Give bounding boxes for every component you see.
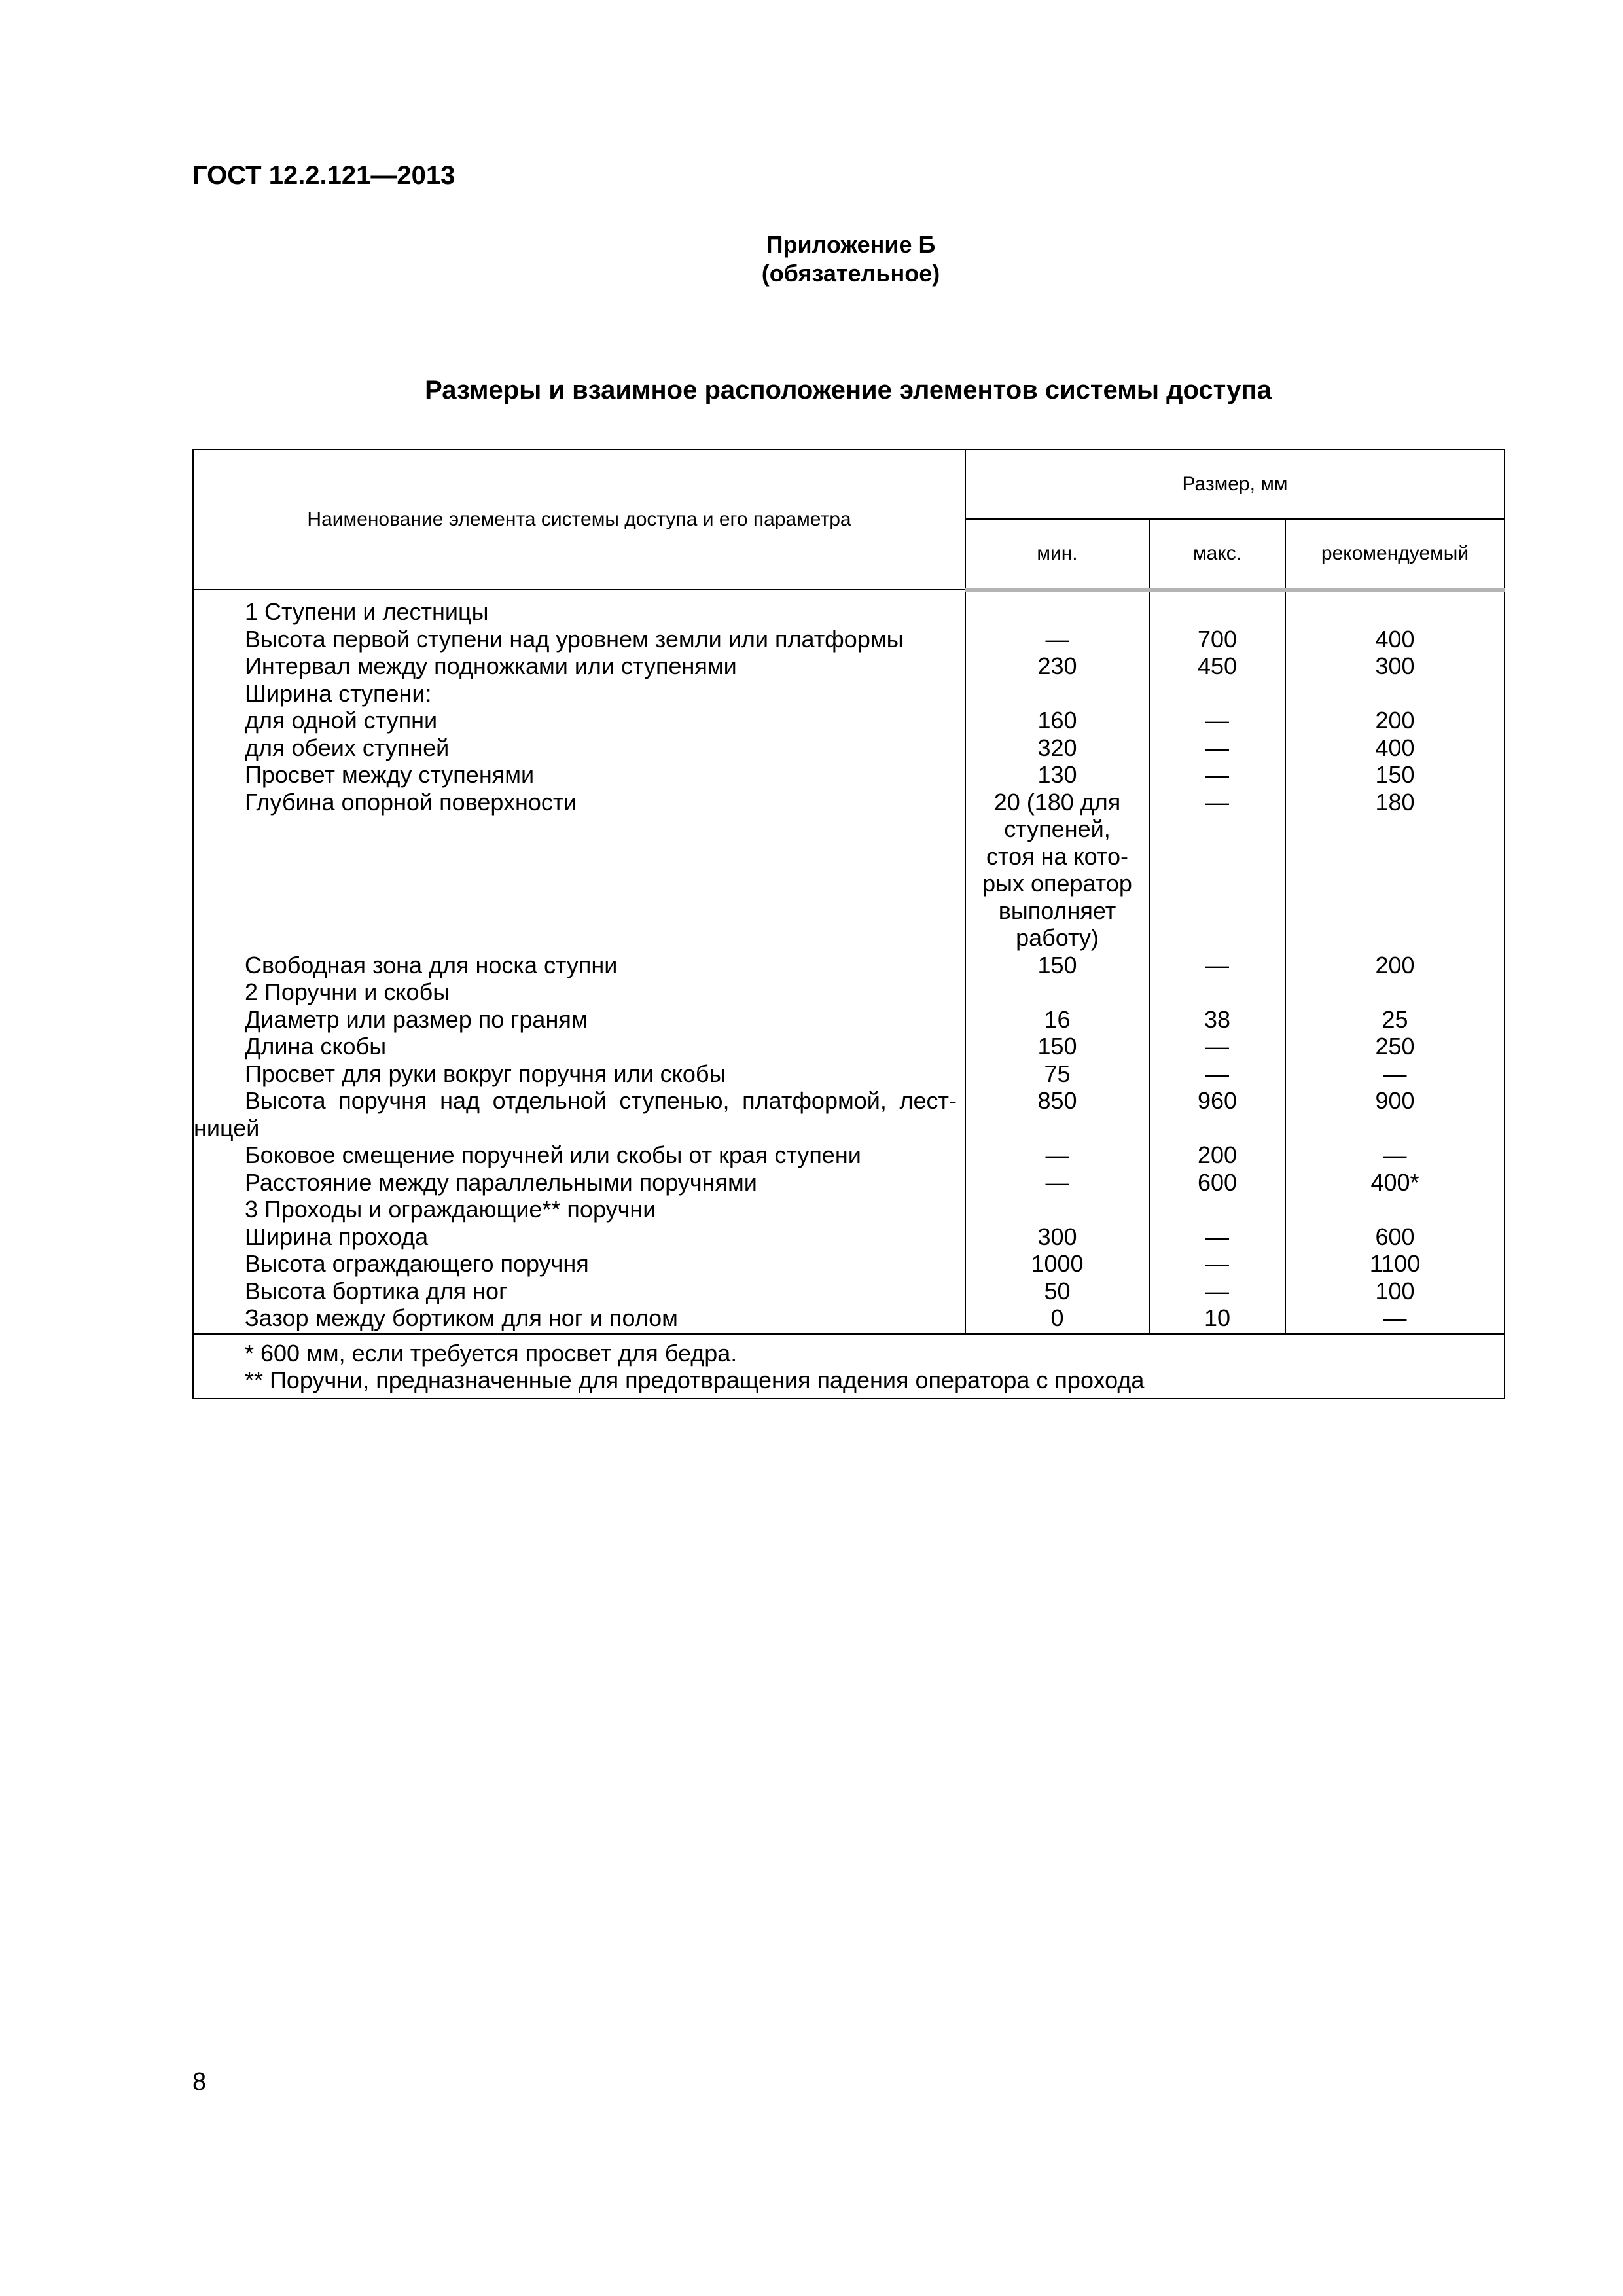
row-min-value: 160 (965, 707, 1149, 734)
row-recommended-value: — (1285, 1304, 1505, 1334)
appendix-status: (обязательное) (761, 260, 940, 287)
row-name: Высота бортика для ног (245, 1277, 508, 1304)
row-recommended-value: 150 (1285, 761, 1505, 789)
header-min: мин. (965, 519, 1149, 590)
row-name: Высота ограждающего поручня (245, 1250, 589, 1277)
appendix-heading (0, 230, 1623, 288)
row-name-cell (193, 761, 965, 789)
row-max-value: — (1149, 707, 1285, 734)
row-recommended-value: — (1285, 1141, 1505, 1169)
row-max-value (1149, 680, 1285, 708)
table-row (193, 789, 1505, 952)
row-max-value: — (1149, 761, 1285, 789)
row-recommended-value: 25 (1285, 1006, 1505, 1033)
row-name-cell (193, 1141, 965, 1169)
row-name-cell (193, 734, 965, 762)
row-name: Просвет для руки вокруг поручня или скобы (245, 1060, 726, 1087)
row-name: Глубина опорной поверхности (245, 788, 577, 816)
row-name-cell (193, 1196, 965, 1223)
row-min-value: 50 (965, 1278, 1149, 1305)
row-name-cell (193, 1250, 965, 1278)
table-row (193, 1141, 1505, 1169)
row-name-cell (193, 1033, 965, 1060)
header-size-group: Размер, мм (965, 450, 1505, 519)
row-max-value: 960 (1149, 1087, 1285, 1141)
row-recommended-value (1285, 1196, 1505, 1223)
table-row (193, 1278, 1505, 1305)
row-min-value: 850 (965, 1087, 1149, 1141)
row-min-value: — (965, 1141, 1149, 1169)
row-name: Высота первой ступени над уровнем земли или платформы (245, 625, 904, 653)
row-name: 1 Ступени и лестницы (245, 598, 489, 625)
row-max-value: — (1149, 1278, 1285, 1305)
row-min-value: 20 (180 для ступеней, стоя на кото-рых оператор выполняет работу) (965, 789, 1149, 952)
header-recommended: рекомендуемый (1285, 519, 1505, 590)
row-max-value: — (1149, 734, 1285, 762)
row-min-value (965, 680, 1149, 708)
table-notes (193, 1334, 1505, 1399)
row-recommended-value: 400* (1285, 1169, 1505, 1196)
row-min-value: 75 (965, 1060, 1149, 1088)
row-min-value: 230 (965, 653, 1149, 680)
row-name: Диаметр или размер по граням (245, 1005, 588, 1033)
row-name: 3 Проходы и ограждающие** поручни (245, 1196, 656, 1223)
row-min-value: 0 (965, 1304, 1149, 1334)
table-row (193, 707, 1505, 734)
row-name-cell (193, 680, 965, 708)
table-row (193, 1169, 1505, 1196)
table-row (193, 1087, 1505, 1141)
row-name-cell (193, 1060, 965, 1088)
row-max-value (1149, 978, 1285, 1006)
row-recommended-value (1285, 680, 1505, 708)
row-name: Боковое смещение поручней или скобы от края ступени (245, 1141, 861, 1168)
row-min-value: 150 (965, 952, 1149, 979)
row-recommended-value: 1100 (1285, 1250, 1505, 1278)
row-name: Свободная зона для носка ступни (245, 951, 618, 978)
table-row (193, 1223, 1505, 1251)
table-title: Размеры и взаимное расположение элементов системы доступа (425, 376, 1272, 404)
row-recommended-value: 180 (1285, 789, 1505, 952)
row-name: Длина скобы (245, 1033, 387, 1060)
row-max-value: — (1149, 952, 1285, 979)
row-min-value: 1000 (965, 1250, 1149, 1278)
row-recommended-value: 300 (1285, 653, 1505, 680)
row-name: Интервал между подножками или ступенями (245, 653, 737, 679)
table-row (193, 590, 1505, 626)
row-name-cell (193, 978, 965, 1006)
row-name: для обеих ступней (245, 734, 450, 761)
table-row (193, 1060, 1505, 1088)
row-recommended-value: 600 (1285, 1223, 1505, 1251)
table-row (193, 626, 1505, 653)
row-max-value: 600 (1149, 1169, 1285, 1196)
dimensions-table (192, 449, 1505, 1399)
table-row (193, 952, 1505, 979)
row-name-cell (193, 789, 965, 952)
table-row (193, 1250, 1505, 1278)
row-name: Ширина ступени: (245, 679, 432, 707)
row-recommended-value (1285, 590, 1505, 626)
row-name-cell (193, 1087, 965, 1141)
row-name-cell (193, 1278, 965, 1305)
appendix-title: Приложение Б (766, 231, 936, 258)
row-name-cell (193, 1169, 965, 1196)
row-min-value (965, 590, 1149, 626)
row-recommended-value: 400 (1285, 626, 1505, 653)
row-min-value (965, 978, 1149, 1006)
row-max-value: 38 (1149, 1006, 1285, 1033)
table-row (193, 978, 1505, 1006)
row-max-value: 450 (1149, 653, 1285, 680)
header-name: Наименование элемента системы доступа и его параметра (193, 450, 965, 590)
row-max-value: 700 (1149, 626, 1285, 653)
row-name-cell (193, 707, 965, 734)
row-min-value (965, 1196, 1149, 1223)
row-max-value: 200 (1149, 1141, 1285, 1169)
row-recommended-value (1285, 978, 1505, 1006)
note-1: * 600 мм, если требуется просвет для бедра. (245, 1339, 738, 1367)
row-name: Высота поручня над отдельной ступенью, платформой, лест-ницей (194, 1087, 957, 1141)
row-name-cell (193, 1006, 965, 1033)
row-max-value: — (1149, 1250, 1285, 1278)
row-min-value: 130 (965, 761, 1149, 789)
table-row (193, 1033, 1505, 1060)
row-name-cell (193, 590, 965, 626)
row-name-cell (193, 1304, 965, 1334)
page-number: 8 (192, 2068, 207, 2096)
row-recommended-value: 900 (1285, 1087, 1505, 1141)
row-max-value (1149, 590, 1285, 626)
row-max-value: — (1149, 1223, 1285, 1251)
row-name: Ширина прохода (245, 1223, 429, 1250)
row-recommended-value: 400 (1285, 734, 1505, 762)
row-min-value: 150 (965, 1033, 1149, 1060)
table-row (193, 761, 1505, 789)
row-recommended-value: — (1285, 1060, 1505, 1088)
row-min-value: — (965, 626, 1149, 653)
row-recommended-value: 100 (1285, 1278, 1505, 1305)
row-name-cell (193, 653, 965, 680)
row-name: Расстояние между параллельными поручнями (245, 1168, 757, 1196)
row-max-value: — (1149, 1060, 1285, 1088)
header-max: макс. (1149, 519, 1285, 590)
table-body (193, 590, 1505, 1334)
row-max-value: 10 (1149, 1304, 1285, 1334)
table-row (193, 734, 1505, 762)
table-row (193, 1006, 1505, 1033)
row-name: Просвет между ступенями (245, 761, 535, 788)
row-min-value: — (965, 1169, 1149, 1196)
row-min-value: 320 (965, 734, 1149, 762)
row-name-cell (193, 626, 965, 653)
row-name-cell (193, 952, 965, 979)
document-code: ГОСТ 12.2.121—2013 (192, 161, 455, 190)
row-max-value: — (1149, 1033, 1285, 1060)
row-name: Зазор между бортиком для ног и полом (245, 1304, 678, 1331)
row-recommended-value: 200 (1285, 952, 1505, 979)
table-row (193, 1196, 1505, 1223)
table-row (193, 680, 1505, 708)
row-min-value: 300 (965, 1223, 1149, 1251)
row-name: 2 Поручни и скобы (245, 978, 450, 1005)
row-max-value: — (1149, 789, 1285, 952)
note-2: ** Поручни, предназначенные для предотвращения падения оператора с прохода (245, 1367, 1145, 1393)
row-recommended-value: 250 (1285, 1033, 1505, 1060)
row-max-value (1149, 1196, 1285, 1223)
row-min-value: 16 (965, 1006, 1149, 1033)
row-name: для одной ступни (245, 707, 438, 734)
row-recommended-value: 200 (1285, 707, 1505, 734)
table-row (193, 653, 1505, 680)
table-row (193, 1304, 1505, 1334)
row-name-cell (193, 1223, 965, 1251)
